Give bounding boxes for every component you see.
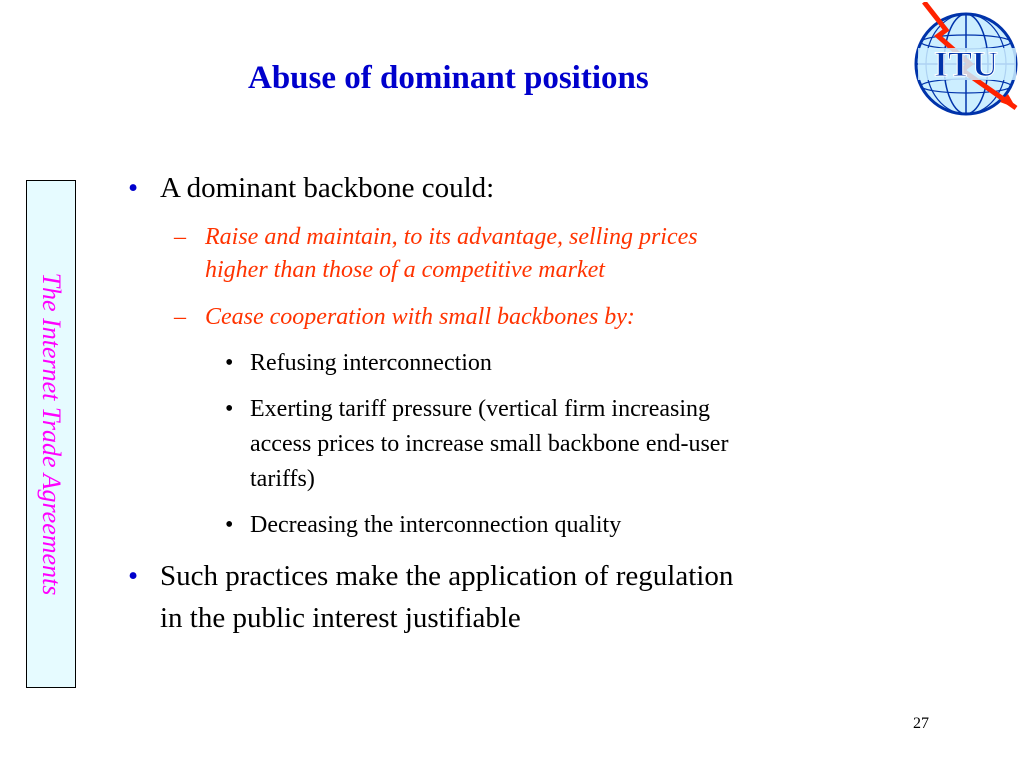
bullet-marker: • <box>225 350 234 376</box>
side-label-box <box>26 180 76 688</box>
sub-bullet-text: Cease cooperation with small backbones by: <box>205 304 635 330</box>
bullet-marker: • <box>128 172 139 204</box>
bullet-text: Such practices make the application of regulation <box>160 560 734 592</box>
sub-sub-bullet-text: tariffs) <box>250 466 315 492</box>
bullet-marker: • <box>225 512 234 538</box>
sub-sub-bullet-text: Decreasing the interconnection quality <box>250 512 622 538</box>
bullet-marker: • <box>128 560 139 592</box>
sub-sub-bullet-text: Refusing interconnection <box>250 350 492 376</box>
slide-title: Abuse of dominant positions <box>248 60 649 96</box>
side-label: The Internet Trade Agreements <box>37 272 66 596</box>
itu-logo <box>904 2 1022 120</box>
bullet-text: A dominant backbone could: <box>160 172 495 204</box>
dash-marker: – <box>174 224 186 250</box>
sub-sub-bullet-text: Exerting tariff pressure (vertical firm increasing <box>250 396 711 422</box>
dash-marker: – <box>174 304 186 330</box>
bullet-text: in the public interest justifiable <box>160 602 521 634</box>
sub-bullet-text: higher than those of a competitive market <box>205 257 605 283</box>
sub-bullet-text: Raise and maintain, to its advantage, selling prices <box>205 224 698 250</box>
logo-text: ITU <box>933 44 999 84</box>
sub-sub-bullet-text: access prices to increase small backbone end-user <box>250 431 729 457</box>
page-number: 27 <box>913 715 929 732</box>
bullet-marker: • <box>225 396 234 422</box>
